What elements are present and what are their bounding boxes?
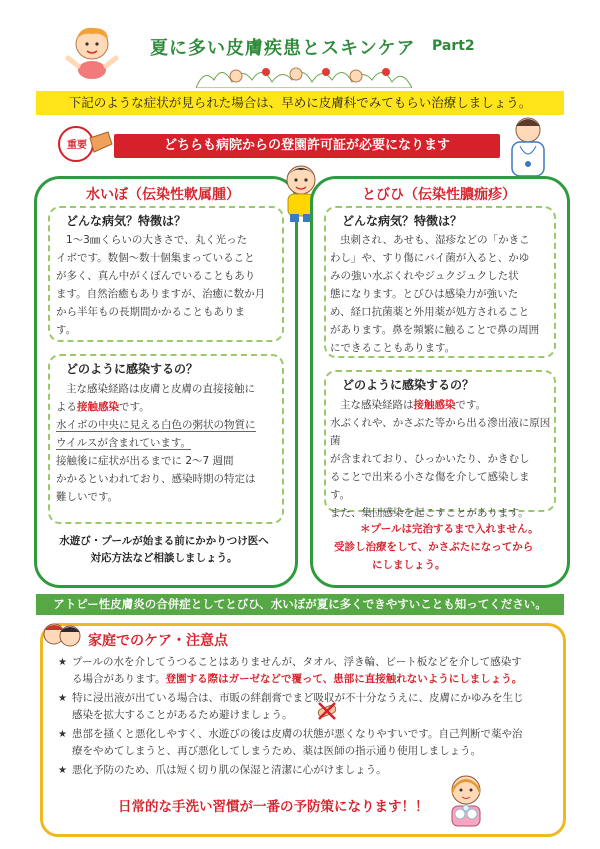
- impetigo-pool-note: ＊プールは完治するまで入れません。 受診し治療をして、かさぶたになってから にしましょう。: [334, 523, 539, 571]
- important-stamp-label: 重要: [67, 140, 87, 151]
- intro-banner: 下記のような症状が見られた場合は、早めに皮膚科でみてもらい治療しましょう。: [36, 91, 564, 115]
- molluscum-infection-heading: どのように感染するの？: [66, 362, 199, 376]
- permit-notice-banner: どちらも病院からの登園許可証が必要になります: [114, 134, 500, 158]
- child-mascot-icon: [62, 22, 124, 80]
- molluscum-feature-text: 1～3㎜くらいの大きさで、丸く光った イボです。数個～数十個集まっていること が多く、真ん中がくぼんでいることもあり ます。自然治癒もありますが、治癒に数か月 から半年もの長期間かかることもありま す。: [56, 234, 266, 336]
- care-item-pool: ★ プールの水を介してうつることはありませんが、タオル、浮き輪、ビート板などを介して感染す る場合があります。登園する際はガーゼなどで覆って、患部に直接触れないようにしましょう。: [58, 656, 523, 685]
- care-item-bandage: ★ 特に浸出液が出ている場合は、市販の絆創膏でまど吸収が不十分なうえに、皮膚にかゆみを生じ 感染を拡大することがあるため避けましょう。: [58, 692, 524, 721]
- handwashing-slogan: 日常的な手洗い習慣が一番の予防策になります！！: [118, 799, 429, 815]
- doctor-icon: [500, 112, 556, 178]
- molluscum-feature-heading: どんな病気？特徴は？: [66, 214, 187, 228]
- impetigo-title: とびひ（伝染性膿痂疹）: [362, 187, 516, 203]
- atopy-banner: アトピー性皮膚炎の合併症としてとびひ、水いぼが夏に多くできやすいことも知ってください。: [36, 594, 564, 615]
- home-care-heading: 家庭でのケア・注意点: [88, 633, 228, 649]
- impetigo-feature-heading: どんな病気？特徴は？: [342, 214, 463, 228]
- children-icon: [40, 618, 84, 654]
- impetigo-feature-text: 虫刺され、あせも、湿疹などの「かきこ わし」や、すり傷にバイ菌が入ると、かゆ みの強い水ぶくれやジュクジュクした状 態になります。とびひは感染力が強いた め、経口抗菌薬と外用薬が処方されること があります。鼻を頻繁に触ることで鼻の周囲 にできることもあります。: [330, 234, 540, 354]
- care-item-scratching: ★ 患部を掻くと悪化しやすく、水遊びの後は皮膚の状態が悪くなりやすいです。自己判断で薬や治 療をやめてしまうと、再び悪化してしまうため、薬は医師の指示通り使用しましょう。: [58, 728, 523, 757]
- handwashing-girl-icon: [434, 770, 498, 832]
- molluscum-infection-text: 主な感染経路は皮膚と皮膚の直接接触に よる接触感染です。 水イボの中央に見える白色の粥状の物質に ウイルスが含まれています。 接触後に症状が出るまでに 2～7 週間 かかるといわれており、感染時期の特定は 難しいです。: [56, 383, 256, 503]
- page-title: 夏に多い皮膚疾患とスキンケア: [150, 38, 416, 59]
- care-item-nails: ★ 悪化予防のため、爪は短く切り肌の保湿と清潔に心がけましょう。: [58, 764, 387, 776]
- molluscum-advice: 水遊び・プールが始まる前にかかりつけ医へ 対応方法など相談しましょう。: [59, 535, 269, 564]
- no-bandage-icon: [314, 700, 340, 722]
- impetigo-infection-text: 主な感染経路は接触感染です。 水ぶくれや、かさぶた等から出る滲出液に原因菌 が含まれており、ひっかいたり、かきむし ることで出来る小さな傷を介して感染しま す。 また、集団感染を起こすことがあります。: [330, 399, 551, 519]
- impetigo-infection-heading: どのように感染するの？: [342, 378, 475, 392]
- crowd-decoration-icon: [196, 62, 412, 88]
- molluscum-title: 水いぼ（伝染性軟属腫）: [86, 187, 240, 203]
- part-label: Part2: [432, 38, 475, 54]
